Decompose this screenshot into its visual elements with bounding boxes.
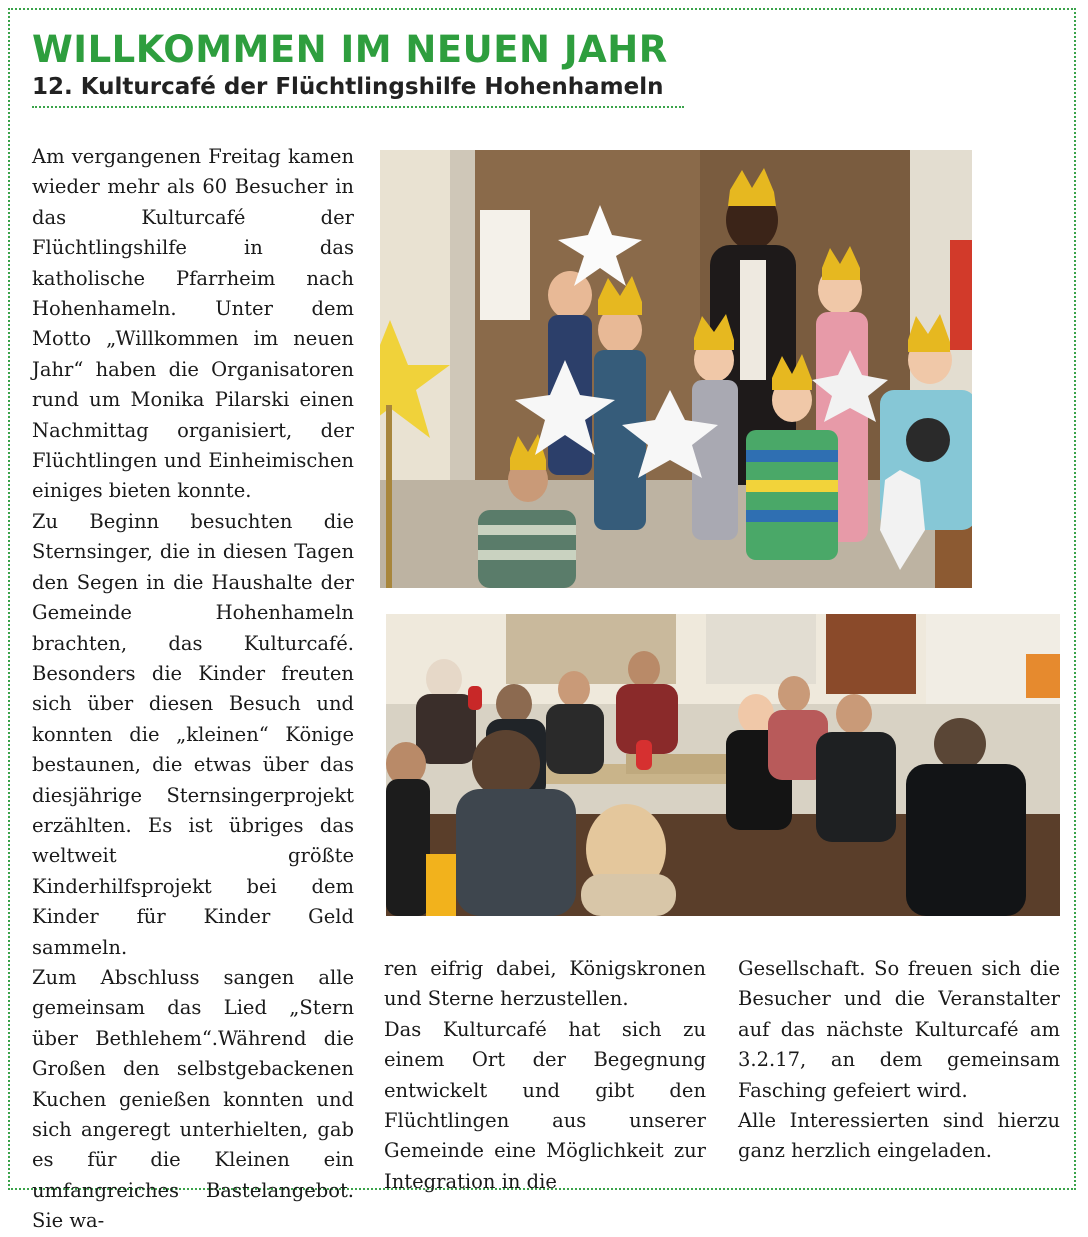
paragraph: Gesellschaft. So freuen sich die Besucher und die Veranstalter auf das nächste Kulturcafé am 3.2.17, an dem gemeinsam Fasching gefeiert wird. [738,957,1060,1102]
paragraph: Am vergangenen Freitag kamen wieder mehr als 60 Besucher in das Kulturcafé der Flüchtlingshilfe in das katholische Pfarrheim nach Hohenhameln. Unter dem Motto „Willkommen im neuen Jahr“ haben die Organisatoren rund um Monika Pilarski einen Nachmittag organisiert, der Flüchtlingen und Einheimischen einiges bieten konnte. [32,145,354,503]
article-subheadline: 12. Kulturcafé der Flüchtlingshilfe Hohenhameln [32,74,684,108]
photo-sternsinger-children [380,150,972,588]
photo-cafe-guests [386,614,1060,916]
paragraph: Zum Abschluss sangen alle gemeinsam das Lied „Stern über Bethlehem“.Während die Großen den selbstgebackenen Kuchen genießen konnten und sich angeregt unterhielten, gab es für die Kleinen ein umfangreiches Bastelangebot. Sie wa- [32,965,354,1233]
paragraph: Alle Interessierten sind hierzu ganz herzlich eingeladen. [738,1109,1060,1163]
left-text-column [32,142,354,1237]
middle-text-column [384,954,706,1197]
paragraph: Das Kulturcafé hat sich zu einem Ort der Begegnung entwickelt und gibt den Flüchtlingen aus unserer Gemeinde eine Möglichkeit zur Integration in die [384,1017,706,1193]
paragraph: ren eifrig dabei, Königskronen und Sterne herzustellen. [384,957,706,1011]
paragraph: Zu Beginn besuchten die Sternsinger, die in diesen Tagen den Segen in die Haushalte der Gemeinde Hohenhameln brachten, das Kulturcafé. Besonders die Kinder freuten sich über diesen Besuch und konnten die „kleinen“ Könige bestaunen, die etwas über das diesjährige Sternsingerprojekt erzählten. Es ist übriges das weltweit größte Kinderhilfsprojekt bei dem Kinder für Kinder Geld sammeln. [32,509,354,959]
right-text-column [738,954,1060,1167]
article-headline: WILLKOMMEN IM NEUEN JAHR [32,28,668,71]
